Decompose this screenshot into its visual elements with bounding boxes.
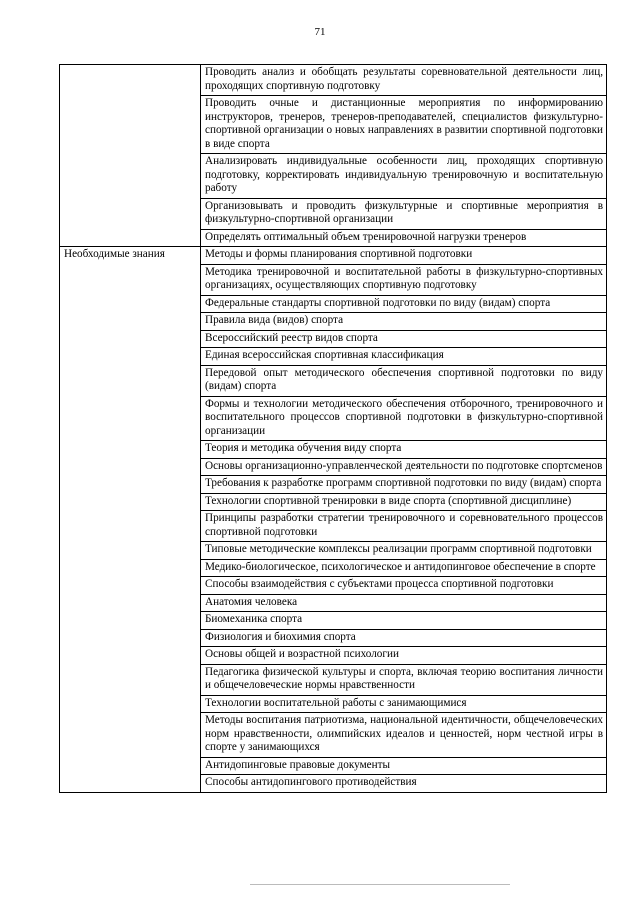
requirement-item: Методы и формы планирования спортивной подготовки [201,247,607,265]
requirement-item: Федеральные стандарты спортивной подготовки по виду (видам) спорта [201,295,607,313]
requirement-item: Проводить очные и дистанционные мероприятия по информированию инструкторов, тренеров, тренеров-преподавателей, специалистов физкультурно-спортивной организации о новых направлениях в развитии спортивной подготовки в виде спорта [201,96,607,154]
section-label: Необходимые знания [60,247,201,793]
requirement-item: Передовой опыт методического обеспечения спортивной подготовки по виду (видам) спорта [201,365,607,396]
table-row [60,247,607,265]
requirement-item: Антидопинговые правовые документы [201,757,607,775]
requirement-item: Основы общей и возрастной психологии [201,647,607,665]
requirement-item: Методика тренировочной и воспитательной работы в физкультурно-спортивных организациях, осуществляющих спортивную подготовку [201,264,607,295]
requirement-item: Технологии воспитательной работы с занимающимися [201,695,607,713]
requirement-item: Типовые методические комплексы реализации программ спортивной подготовки [201,542,607,560]
requirement-item: Принципы разработки стратегии тренировочного и соревновательного процессов спортивной подготовки [201,511,607,542]
requirement-item: Организовывать и проводить физкультурные и спортивные мероприятия в физкультурно-спортивной организации [201,198,607,229]
page-bottom-divider [250,884,510,885]
requirement-item: Требования к разработке программ спортивной подготовки по виду (видам) спорта [201,476,607,494]
requirement-item: Биомеханика спорта [201,612,607,630]
requirement-item: Определять оптимальный объем тренировочной нагрузки тренеров [201,229,607,247]
requirement-item: Всероссийский реестр видов спорта [201,330,607,348]
requirement-item: Физиология и биохимия спорта [201,629,607,647]
requirement-item: Основы организационно-управленческой деятельности по подготовке спортсменов [201,458,607,476]
requirement-item: Теория и методика обучения виду спорта [201,441,607,459]
requirement-item: Педагогика физической культуры и спорта, включая теорию воспитания личности и общечеловеческие нормы нравственности [201,664,607,695]
requirement-item: Анатомия человека [201,594,607,612]
requirement-item: Проводить анализ и обобщать результаты соревновательной деятельности лиц, проходящих спортивную подготовку [201,65,607,96]
table-row [60,65,607,96]
requirements-table [59,64,607,793]
page-number: 71 [314,26,326,38]
requirement-item: Формы и технологии методического обеспечения отборочного, тренировочного и воспитательного процессов спортивной подготовки в физкультурно-спортивной организации [201,396,607,441]
requirement-item: Правила вида (видов) спорта [201,313,607,331]
requirement-item: Технологии спортивной тренировки в виде спорта (спортивной дисциплине) [201,493,607,511]
section-label [60,65,201,247]
requirement-item: Медико-биологическое, психологическое и антидопинговое обеспечение в спорте [201,559,607,577]
requirement-item: Способы антидопингового противодействия [201,775,607,793]
requirement-item: Способы взаимодействия с субъектами процесса спортивной подготовки [201,577,607,595]
requirement-item: Анализировать индивидуальные особенности лиц, проходящих спортивную подготовку, корректировать индивидуальную тренировочную и воспитательную работу [201,154,607,199]
requirements-table-body [60,65,607,793]
requirement-item: Методы воспитания патриотизма, национальной идентичности, общечеловеческих норм нравственности, олимпийских идеалов и ценностей, норм честной игры в спорте у занимающихся [201,713,607,758]
requirement-item: Единая всероссийская спортивная классификация [201,348,607,366]
